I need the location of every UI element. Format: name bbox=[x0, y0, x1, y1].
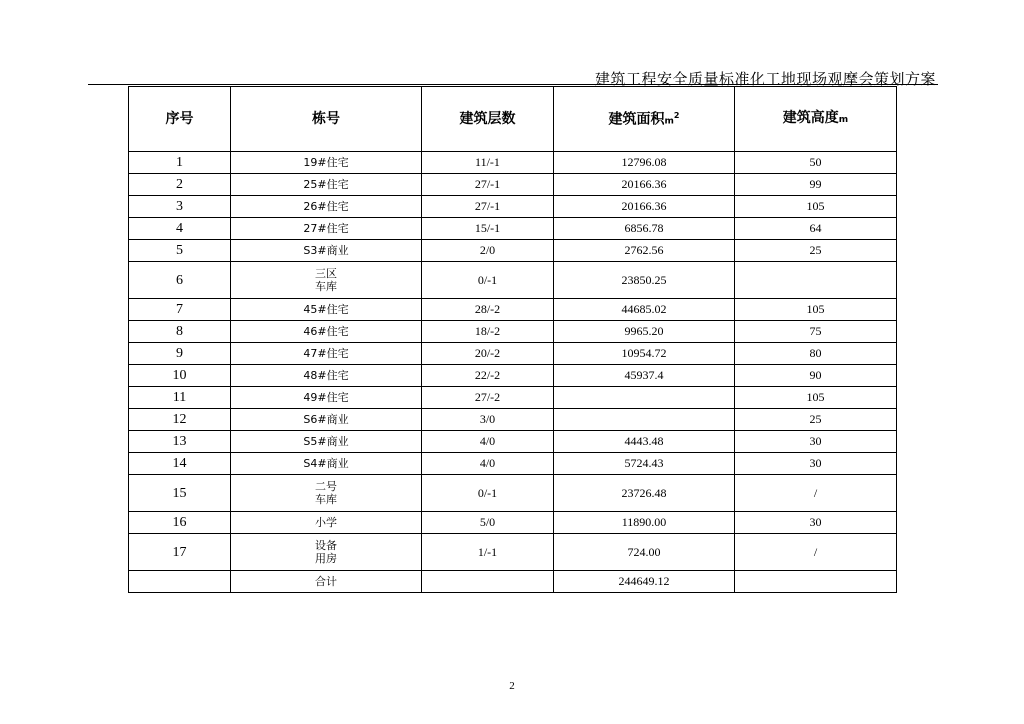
table-row bbox=[129, 262, 897, 299]
row-area: 6856.78 bbox=[554, 218, 735, 240]
row-height: 105 bbox=[735, 299, 897, 321]
row-index: 5 bbox=[129, 240, 231, 262]
row-area: 5724.43 bbox=[554, 453, 735, 475]
row-area: 23850.25 bbox=[554, 262, 735, 299]
row-index: 15 bbox=[129, 475, 231, 512]
row-height: / bbox=[735, 534, 897, 571]
row-height: 75 bbox=[735, 321, 897, 343]
building-name-line: 设备 bbox=[315, 539, 337, 552]
height-header-label: 建筑高度 bbox=[782, 109, 839, 126]
row-height: 80 bbox=[735, 343, 897, 365]
row-building bbox=[231, 409, 422, 431]
table-row bbox=[129, 409, 897, 431]
building-name-line: 车库 bbox=[315, 280, 337, 293]
building-name-line: 用房 bbox=[315, 552, 337, 565]
building-name-line: 二号 bbox=[315, 480, 337, 493]
row-floors: 2/0 bbox=[422, 240, 554, 262]
row-floors: 4/0 bbox=[422, 453, 554, 475]
row-building bbox=[231, 218, 422, 240]
page-number: 2 bbox=[509, 680, 515, 692]
building-name-line: 小学 bbox=[315, 516, 337, 529]
building-name-line: 45#住宅 bbox=[303, 303, 349, 316]
document-header-title: 建筑工程安全质量标准化工地现场观摩会策划方案 bbox=[594, 70, 936, 88]
table-row bbox=[129, 453, 897, 475]
row-building bbox=[231, 387, 422, 409]
building-name-line: S5#商业 bbox=[303, 435, 349, 448]
row-floors: 1/-1 bbox=[422, 534, 554, 571]
table-row bbox=[129, 365, 897, 387]
row-floors: 0/-1 bbox=[422, 262, 554, 299]
table-row bbox=[129, 174, 897, 196]
table-row bbox=[129, 152, 897, 174]
building-name-line: S4#商业 bbox=[303, 457, 349, 470]
row-area: 11890.00 bbox=[554, 512, 735, 534]
building-name-line: 46#住宅 bbox=[303, 325, 349, 338]
table-header-row bbox=[129, 87, 897, 152]
row-height: 90 bbox=[735, 365, 897, 387]
row-building bbox=[231, 475, 422, 512]
building-name-line: S6#商业 bbox=[303, 413, 349, 426]
building-name-line: 26#住宅 bbox=[303, 200, 349, 213]
height-header-unit: m bbox=[838, 114, 849, 125]
column-header-area bbox=[554, 87, 735, 152]
area-header-unit: m bbox=[664, 116, 674, 127]
table-row bbox=[129, 218, 897, 240]
table-row bbox=[129, 299, 897, 321]
row-floors: 27/-1 bbox=[422, 196, 554, 218]
table-total-row bbox=[129, 571, 897, 593]
table-body bbox=[129, 152, 897, 593]
row-floors: 15/-1 bbox=[422, 218, 554, 240]
area-header-label: 建筑面积 bbox=[608, 111, 665, 128]
table-row bbox=[129, 534, 897, 571]
total-area: 244649.12 bbox=[554, 571, 735, 593]
row-height bbox=[735, 262, 897, 299]
row-height: 25 bbox=[735, 240, 897, 262]
row-height: 25 bbox=[735, 409, 897, 431]
row-index: 16 bbox=[129, 512, 231, 534]
row-floors: 4/0 bbox=[422, 431, 554, 453]
row-index: 3 bbox=[129, 196, 231, 218]
row-index: 7 bbox=[129, 299, 231, 321]
row-height: 64 bbox=[735, 218, 897, 240]
table-row bbox=[129, 343, 897, 365]
row-floors: 20/-2 bbox=[422, 343, 554, 365]
row-index: 12 bbox=[129, 409, 231, 431]
building-name-line: 27#住宅 bbox=[303, 222, 349, 235]
row-building bbox=[231, 365, 422, 387]
row-index: 17 bbox=[129, 534, 231, 571]
row-index: 6 bbox=[129, 262, 231, 299]
row-area: 45937.4 bbox=[554, 365, 735, 387]
table-row bbox=[129, 387, 897, 409]
row-area bbox=[554, 387, 735, 409]
total-height-empty bbox=[735, 571, 897, 593]
row-building bbox=[231, 240, 422, 262]
table-row bbox=[129, 196, 897, 218]
row-building bbox=[231, 343, 422, 365]
row-height: 30 bbox=[735, 431, 897, 453]
row-building bbox=[231, 431, 422, 453]
row-floors: 27/-1 bbox=[422, 174, 554, 196]
row-area: 10954.72 bbox=[554, 343, 735, 365]
table-row bbox=[129, 475, 897, 512]
row-index: 10 bbox=[129, 365, 231, 387]
row-height: 50 bbox=[735, 152, 897, 174]
row-area: 20166.36 bbox=[554, 174, 735, 196]
building-name-line: 48#住宅 bbox=[303, 369, 349, 382]
row-building bbox=[231, 174, 422, 196]
row-index: 1 bbox=[129, 152, 231, 174]
column-header-floors: 建筑层数 bbox=[422, 87, 554, 152]
row-floors: 11/-1 bbox=[422, 152, 554, 174]
row-height: 105 bbox=[735, 196, 897, 218]
table-row bbox=[129, 321, 897, 343]
total-label: 合计 bbox=[231, 571, 422, 593]
row-index: 2 bbox=[129, 174, 231, 196]
table-row bbox=[129, 431, 897, 453]
row-area: 4443.48 bbox=[554, 431, 735, 453]
row-index: 11 bbox=[129, 387, 231, 409]
row-index: 14 bbox=[129, 453, 231, 475]
row-index: 13 bbox=[129, 431, 231, 453]
total-index-empty bbox=[129, 571, 231, 593]
row-floors: 28/-2 bbox=[422, 299, 554, 321]
row-height: 30 bbox=[735, 453, 897, 475]
building-name-line: 47#住宅 bbox=[303, 347, 349, 360]
row-index: 8 bbox=[129, 321, 231, 343]
row-area bbox=[554, 409, 735, 431]
row-floors: 27/-2 bbox=[422, 387, 554, 409]
row-area: 12796.08 bbox=[554, 152, 735, 174]
building-name-line: 25#住宅 bbox=[303, 178, 349, 191]
row-index: 4 bbox=[129, 218, 231, 240]
row-floors: 22/-2 bbox=[422, 365, 554, 387]
row-height: 105 bbox=[735, 387, 897, 409]
row-area: 20166.36 bbox=[554, 196, 735, 218]
row-building bbox=[231, 321, 422, 343]
column-header-building: 栋号 bbox=[231, 87, 422, 152]
row-building bbox=[231, 534, 422, 571]
row-area: 44685.02 bbox=[554, 299, 735, 321]
row-area: 2762.56 bbox=[554, 240, 735, 262]
row-building bbox=[231, 196, 422, 218]
row-height: / bbox=[735, 475, 897, 512]
building-name-line: 19#住宅 bbox=[303, 156, 349, 169]
row-floors: 5/0 bbox=[422, 512, 554, 534]
building-spec-table bbox=[128, 86, 897, 593]
row-building bbox=[231, 299, 422, 321]
row-building bbox=[231, 262, 422, 299]
total-floors-empty bbox=[422, 571, 554, 593]
building-name-line: S3#商业 bbox=[303, 244, 349, 257]
header-rule bbox=[88, 84, 938, 85]
table-row bbox=[129, 512, 897, 534]
table-row bbox=[129, 240, 897, 262]
row-area: 724.00 bbox=[554, 534, 735, 571]
column-header-index: 序号 bbox=[129, 87, 231, 152]
row-floors: 3/0 bbox=[422, 409, 554, 431]
row-height: 30 bbox=[735, 512, 897, 534]
building-name-line: 车库 bbox=[315, 493, 337, 506]
column-header-height bbox=[735, 87, 897, 152]
row-area: 9965.20 bbox=[554, 321, 735, 343]
row-building bbox=[231, 512, 422, 534]
row-height: 99 bbox=[735, 174, 897, 196]
row-building bbox=[231, 152, 422, 174]
building-name-line: 三区 bbox=[315, 267, 337, 280]
row-building bbox=[231, 453, 422, 475]
building-name-line: 49#住宅 bbox=[303, 391, 349, 404]
row-floors: 18/-2 bbox=[422, 321, 554, 343]
area-header-unit-sup: 2 bbox=[673, 111, 680, 121]
row-area: 23726.48 bbox=[554, 475, 735, 512]
row-floors: 0/-1 bbox=[422, 475, 554, 512]
row-index: 9 bbox=[129, 343, 231, 365]
